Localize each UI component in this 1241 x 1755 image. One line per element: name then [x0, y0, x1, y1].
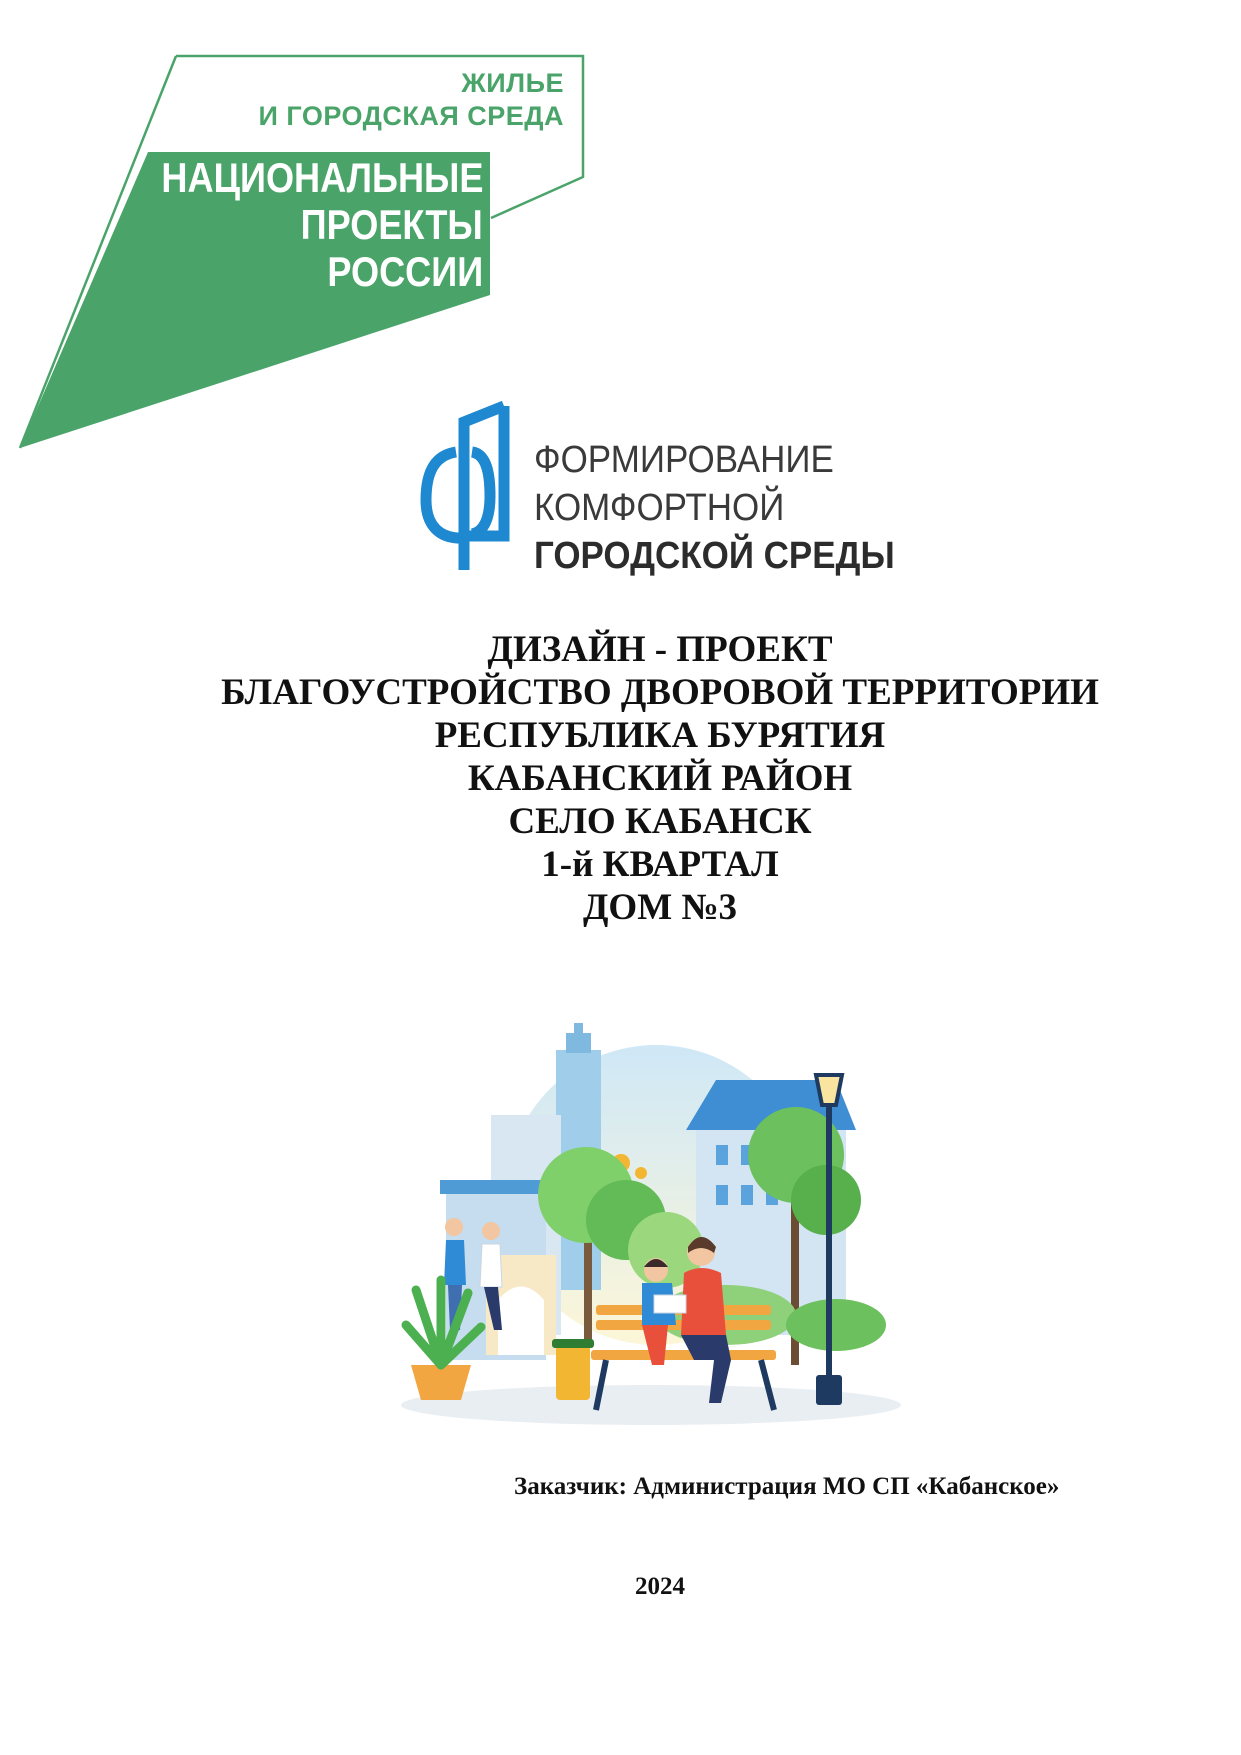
city-park-illustration — [396, 1015, 906, 1430]
fkgs-logo — [416, 400, 916, 580]
title-line-1: ДИЗАЙН - ПРОЕКТ — [487, 629, 833, 670]
np-top-line-1: ЖИЛЬЕ — [461, 68, 564, 98]
title-line-7: ДОМ №3 — [582, 887, 738, 928]
title-line-2: БЛАГОУСТРОЙСТВО ДВОРОВОЙ ТЕРРИТОРИИ — [221, 672, 1099, 713]
title-line-3: РЕСПУБЛИКА БУРЯТИЯ — [434, 715, 886, 756]
customer-line: Заказчик: Администрация МО СП «Кабанское» — [514, 1473, 1060, 1500]
np-main-line-2: ПРОЕКТЫ — [300, 201, 483, 248]
fkgs-line-3: ГОРОДСКОЙ СРЕДЫ — [534, 535, 895, 577]
np-main-line-3: РОССИИ — [327, 248, 483, 295]
title-line-4: КАБАНСКИЙ РАЙОН — [467, 758, 853, 799]
document-title — [180, 628, 1140, 929]
title-line-5: СЕЛО КАБАНСК — [508, 801, 812, 842]
np-main-line-1: НАЦИОНАЛЬНЫЕ — [160, 154, 483, 201]
fkgs-line-2: КОМФОРТНОЙ — [534, 487, 785, 529]
title-line-6: 1-й КВАРТАЛ — [541, 844, 779, 885]
fkgs-line-1: ФОРМИРОВАНИЕ — [534, 439, 834, 481]
fkgs-logo-icon — [416, 400, 526, 580]
np-top-line-2: И ГОРОДСКАЯ СРЕДА — [258, 101, 564, 131]
year: 2024 — [635, 1573, 685, 1600]
